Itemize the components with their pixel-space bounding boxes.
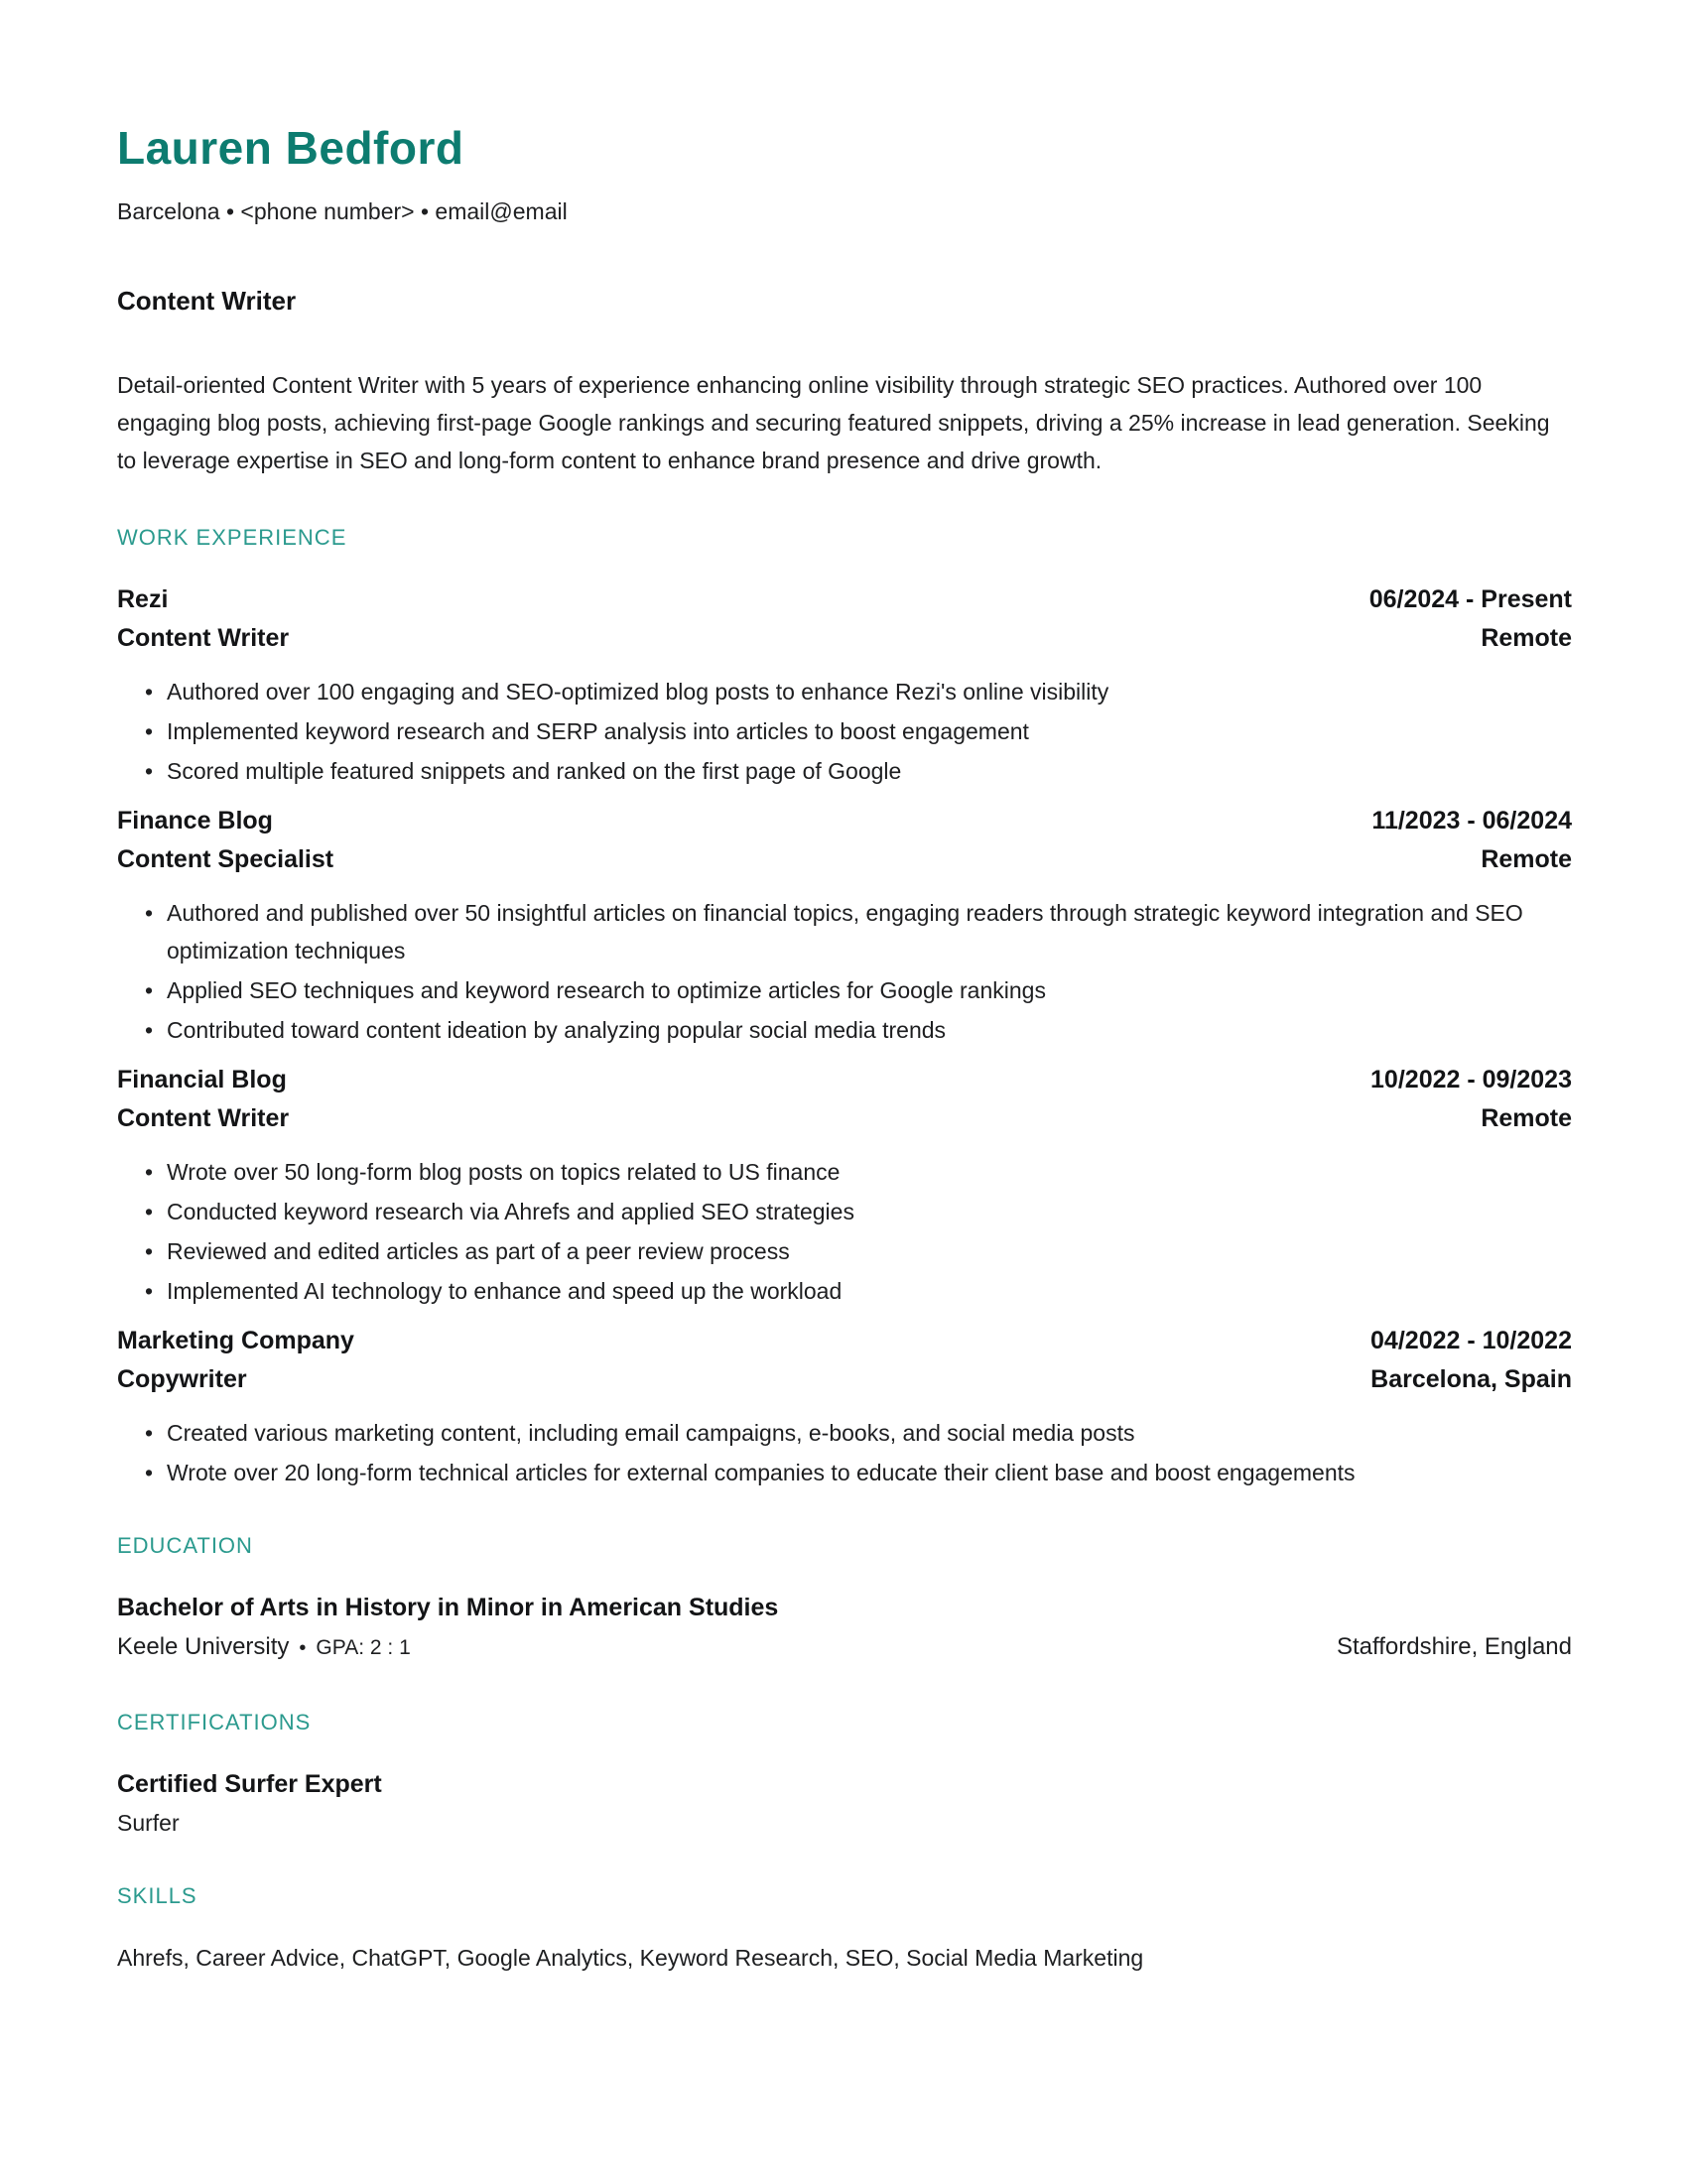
work-entry-rezi — [117, 580, 1572, 790]
bullet-item: • Conducted keyword research via Ahrefs and applied SEO strategies — [117, 1193, 1572, 1230]
job-location: Remote — [1481, 1104, 1572, 1132]
skills-list: Ahrefs, Career Advice, ChatGPT, Google Analytics, Keyword Research, SEO, Social Media Marketing — [117, 1945, 1144, 1971]
candidate-name: Lauren Bedford — [117, 122, 464, 174]
company-name: Finance Blog — [117, 807, 273, 835]
date-range: 10/2022 - 09/2023 — [1370, 1066, 1572, 1093]
bullet-item: • Authored over 100 engaging and SEO-optimized blog posts to enhance Rezi's online visibility — [117, 673, 1572, 710]
gpa-value: GPA: 2 : 1 — [316, 1636, 411, 1659]
summary-paragraph: Detail-oriented Content Writer with 5 years of experience enhancing online visibility through strategic SEO practices. Authored over 100 engaging blog posts, achieving first-page Google rankings and securing featured snippets, driving a 25% increase in lead generation. Seeking to leverage expertise in SEO and long-form content to enhance brand presence and drive growth. — [117, 372, 1550, 473]
work-entry-marketing-company — [117, 1322, 1572, 1491]
job-title: Content Writer — [117, 624, 290, 652]
school-line — [117, 1627, 411, 1668]
job-location: Remote — [1481, 624, 1572, 652]
bullet-item: • Implemented AI technology to enhance and speed up the workload — [117, 1272, 1572, 1310]
certification-name: Certified Surfer Expert — [117, 1770, 382, 1798]
certifications-section — [117, 1710, 1572, 1842]
section-title-certifications: CERTIFICATIONS — [117, 1710, 312, 1734]
bullet-item: • Applied SEO techniques and keyword research to optimize articles for Google rankings — [117, 971, 1572, 1009]
section-title-skills: SKILLS — [117, 1883, 197, 1908]
certification-entry — [117, 1765, 1572, 1842]
date-range: 11/2023 - 06/2024 — [1371, 807, 1572, 835]
separator-dot: • — [299, 1637, 307, 1659]
bullet-list — [117, 673, 1572, 790]
skills-section — [117, 1883, 1572, 1977]
degree-name: Bachelor of Arts in History in Minor in American Studies — [117, 1594, 779, 1621]
bullet-item: • Scored multiple featured snippets and ranked on the first page of Google — [117, 752, 1572, 790]
bullet-item: • Wrote over 50 long-form blog posts on topics related to US finance — [117, 1153, 1572, 1191]
job-title: Copywriter — [117, 1365, 247, 1393]
bullet-list — [117, 894, 1572, 1049]
education-section — [117, 1533, 1572, 1668]
work-entry-financial-blog — [117, 1061, 1572, 1310]
company-name: Marketing Company — [117, 1327, 354, 1354]
bullet-item: • Created various marketing content, including email campaigns, e-books, and social media posts — [117, 1414, 1572, 1452]
company-name: Financial Blog — [117, 1066, 287, 1093]
bullet-list — [117, 1153, 1572, 1310]
target-role-title: Content Writer — [117, 286, 297, 316]
work-experience-section — [117, 525, 1572, 1491]
work-entry-finance-blog — [117, 802, 1572, 1049]
bullet-item: • Reviewed and edited articles as part of a peer review process — [117, 1232, 1572, 1270]
section-title-work-experience: WORK EXPERIENCE — [117, 525, 347, 550]
section-title-education: EDUCATION — [117, 1533, 253, 1558]
job-title: Content Writer — [117, 1104, 290, 1132]
job-location: Barcelona, Spain — [1370, 1365, 1572, 1393]
job-location: Remote — [1481, 845, 1572, 873]
date-range: 06/2024 - Present — [1368, 585, 1572, 613]
certification-issuer: Surfer — [117, 1810, 180, 1836]
bullet-item: • Implemented keyword research and SERP analysis into articles to boost engagement — [117, 712, 1572, 750]
school-name: Keele University — [117, 1633, 290, 1660]
job-title: Content Specialist — [117, 845, 334, 873]
education-entry — [117, 1589, 1572, 1668]
company-name: Rezi — [117, 585, 169, 613]
bullet-list — [117, 1414, 1572, 1491]
contact-line: Barcelona • <phone number> • email@email — [117, 198, 568, 224]
date-range: 04/2022 - 10/2022 — [1370, 1327, 1572, 1354]
school-location: Staffordshire, England — [1336, 1633, 1572, 1660]
resume-header — [117, 121, 1572, 479]
bullet-item: • Contributed toward content ideation by analyzing popular social media trends — [117, 1011, 1572, 1049]
bullet-item: • Wrote over 20 long-form technical articles for external companies to educate their client base and boost engagements — [117, 1454, 1572, 1491]
bullet-item: • Authored and published over 50 insightful articles on financial topics, engaging readers through strategic keyword integration and SEO optimization techniques — [117, 894, 1572, 969]
